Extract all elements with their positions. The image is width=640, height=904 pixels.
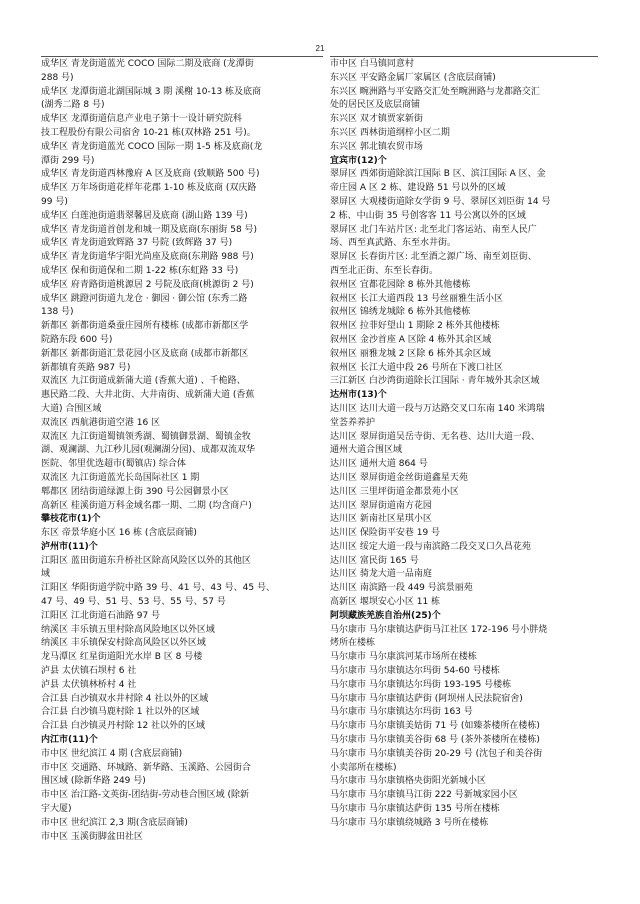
text-line: 47 号、49 号、51 号、53 号、55 号、57 号 bbox=[41, 597, 226, 608]
text-line: 院路东段 600 号) bbox=[41, 334, 113, 345]
text-line: 场、西至真武路、东至水井街。 bbox=[330, 238, 457, 249]
text-line: 叙州区 丽雅龙城 2 区除 6 栋外其余区域 bbox=[330, 348, 491, 359]
text-line: 东区 帝景华庭小区 16 栋 (含底层商铺) bbox=[41, 528, 197, 539]
text-line: 达川区 保险街平安巷 19 号 bbox=[330, 528, 441, 539]
left-column bbox=[41, 58, 323, 844]
text-line: 翠屏区 大观楼街道除女学街 9 号、翠屏区刘臣街 14 号 bbox=[330, 196, 551, 207]
text-line: 处的居民区及底层商铺 bbox=[330, 100, 421, 111]
text-line: 市中区 白马镇同意村 bbox=[330, 59, 414, 69]
text-line: 成华区 白莲池街道翡翠馨居及底商 (湖山路 139 号) bbox=[41, 210, 248, 221]
text-line: 高新区 堰坝安心小区 11 栋 bbox=[330, 597, 441, 608]
text-line: 新都镇育英路 987 号) bbox=[41, 362, 131, 373]
text-line: 市中区 交通路、环城路、新华路、玉溪路、公园街合 bbox=[41, 762, 251, 773]
text-line: 叙州区 拉菲好望山 1 期除 2 栋外其他楼栋 bbox=[330, 321, 500, 332]
text-line: 纳溪区 丰乐镇五里村除高风险地区以外区域 bbox=[41, 624, 215, 635]
section-heading: 阿坝藏族羌族自治州(25)个 bbox=[330, 610, 441, 621]
text-line: 江阳区 华阳街道学院中路 39 号、41 号、43 号、45 号、 bbox=[41, 583, 275, 594]
text-line: 东兴区 平安路金属厂家属区 (含底层商铺) bbox=[330, 72, 496, 83]
text-line: 通州大道合围区域 bbox=[330, 445, 403, 456]
text-line: 叙州区 金沙首座 A 区除 4 栋外其余区域 bbox=[330, 334, 492, 345]
text-line: 新都区 新都街道桑蚕庄园所有楼栋 (成都市新都区学 bbox=[41, 321, 249, 332]
text-line: 成华区 青龙街道致辉路 37 号院 (致辉路 37 号) bbox=[41, 238, 233, 249]
text-line: 马尔康市 马尔康镇达尔玛街 54-60 号楼栋 bbox=[330, 666, 500, 677]
text-line: 医院、邻里优选超市(蜀镇店) 综合体 bbox=[41, 459, 186, 470]
text-line: 成华区 保和街道保和二期 1-22 栋(东虹路 33 号) bbox=[41, 265, 239, 276]
text-line: 达川区 骑龙大道一品南庭 bbox=[330, 569, 432, 580]
header-rule-right bbox=[330, 56, 598, 57]
text-line: 东兴区 西林街道纲梓小区二期 bbox=[330, 127, 450, 138]
section-heading: 泸州市(11)个 bbox=[41, 541, 98, 552]
text-line: 双流区 西航港街道空港 16 区 bbox=[41, 417, 161, 428]
text-line: 市中区 世纪滨江 4 期 (含底层商铺) bbox=[41, 748, 183, 759]
text-line: 达川区 新南社区星琪小区 bbox=[330, 514, 432, 525]
section-heading: 达州市(13)个 bbox=[330, 390, 387, 401]
text-line: 达川区 达川大道一段与万达路交叉口东南 140 米鸿瑞 bbox=[330, 403, 545, 414]
text-line: 合江县 白沙镇马鹿村除 1 社以外的区域 bbox=[41, 707, 200, 718]
text-line: 大道) 合围区域 bbox=[41, 403, 102, 414]
text-line: 泸县 太伏镇林桥村 4 社 bbox=[41, 679, 137, 690]
text-line: 叙州区 锦绣龙城除 6 栋外其他楼栋 bbox=[330, 307, 471, 318]
text-line: 双流区 九江街道蜀镇领秀湖、蜀镇御景湖、蜀镇金牧 bbox=[41, 431, 251, 442]
text-line: 成华区 青龙街道蓝光 COCO 国际一期 1-5 栋及底商(龙 bbox=[41, 141, 263, 152]
text-line: 市中区 治江路-文英街-团结街-劳动巷合围区域 (除新 bbox=[41, 790, 249, 801]
text-line: 2 栋、中山街 35 号创客客 11 号公寓以外的区域 bbox=[330, 210, 526, 221]
text-line: 达川区 翠屏街道南方花园 bbox=[330, 500, 432, 511]
text-line: 湖、观澜湖、九江秒儿园(观澜湖分园)、成都双流双华 bbox=[41, 445, 256, 456]
text-line: 泸县 太伏镇石坝村 6 社 bbox=[41, 666, 137, 677]
text-line: 潭街 299 号) bbox=[41, 155, 95, 166]
text-line: 叙州区 长江大道西段 13 号丝丽雅生活小区 bbox=[330, 293, 504, 304]
text-line: 达川区 绥定大道一段与南滨路二段交叉口久昌花苑 bbox=[330, 541, 531, 552]
text-line: 帝庄园 A 区 2 栋、建设路 51 号以外的区域 bbox=[330, 183, 506, 194]
text-line: 达川区 翠屏街道吴岳寺街、无名巷、达川大道一段、 bbox=[330, 431, 540, 442]
text-line: 宇大厦) bbox=[41, 804, 72, 815]
text-line: 惠民路二段、大井北街、大井南街、成新蒲大道 (香蕉 bbox=[41, 390, 255, 401]
text-line: 技工程股份有限公司宿舍 10-21 栋(双林路 251 号)。 bbox=[41, 127, 256, 138]
text-line: 288 号) bbox=[41, 72, 74, 83]
text-line: 叙州区 长江大道中段 26 号所在下渡口社区 bbox=[330, 362, 504, 373]
text-line: 马尔康市 马尔康镇美谷街 20-29 号 (沈包子和美谷街 bbox=[330, 748, 543, 759]
text-line: 市中区 世纪滨江 2,3 期(含底层商铺) bbox=[41, 817, 188, 828]
text-line: 域 bbox=[41, 569, 51, 580]
text-line: 新都区 新都街道汇景花园小区及底商 (成都市新都区 bbox=[41, 348, 249, 359]
right-column bbox=[330, 58, 598, 831]
text-line: 成华区 跳蹬河街道九龙仓 · 御园 · 御公馆 (东秀二路 bbox=[41, 293, 248, 304]
text-line: 江阳区 蓝田街道东升桥社区除高风险区以外的其他区 bbox=[41, 555, 251, 566]
text-line: 郫都区 团结街道绿源上街 390 号公园御景小区 bbox=[41, 486, 229, 497]
text-line: 成华区 青龙街道西林豫府 A 区及底商 (致顺路 500 号) bbox=[41, 169, 260, 180]
text-line: 达川区 富民街 165 号 bbox=[330, 555, 419, 566]
text-line: 成华区 青龙街道华宇阳光尚座及底商(东荆路 988 号) bbox=[41, 252, 254, 263]
text-line: 翠屏区 西郊街道除滨江国际 B 区、滨江国际 A 区、金 bbox=[330, 169, 546, 180]
text-line: 东兴区 双才镇贾家新街 bbox=[330, 114, 423, 125]
text-line: 西至北正街、东至长春街。 bbox=[330, 265, 439, 276]
page-number: 21 bbox=[315, 44, 325, 53]
text-line: 马尔康市 马尔康镇美姑街 71 号 (如臻茶楼所在楼栋) bbox=[330, 721, 540, 732]
text-line: 达川区 通州大道 864 号 bbox=[330, 459, 428, 470]
text-line: 围区域 (除新华路 249 号) bbox=[41, 776, 146, 787]
text-line: 双流区 九江街道成新蒲大道 (香蕉大道) 、千桅路、 bbox=[41, 376, 246, 387]
text-line: 马尔康市 马尔康镇达萨街马江社区 172-196 号小胖烧 bbox=[330, 624, 548, 635]
text-line: 高新区 桂溪街道万科金域名郡一期、二期 (均含商户) bbox=[41, 500, 252, 511]
text-line: 马尔康市 马尔康滨河某市场所在楼栋 bbox=[330, 652, 477, 663]
section-heading: 宜宾市(12)个 bbox=[330, 155, 387, 166]
header-rule-left bbox=[41, 56, 323, 57]
text-line: 成华区 青龙街道蓝光 COCO 国际二期及底商 (龙潭街 bbox=[41, 59, 254, 69]
text-line: 马尔康市 马尔康镇马江街 222 号新城家园小区 bbox=[330, 790, 518, 801]
section-heading: 攀枝花市(1)个 bbox=[41, 514, 101, 525]
text-line: 138 号) bbox=[41, 307, 74, 318]
section-heading: 内江市(11)个 bbox=[41, 735, 98, 746]
text-line: 龙马潭区 红星街道阳光水岸 B 区 8 号楼 bbox=[41, 652, 203, 663]
text-line: 叙州区 宜都花园除 8 栋外其他楼栋 bbox=[330, 279, 471, 290]
text-line: 马尔康市 马尔康镇达尔玛街 163 号 bbox=[330, 707, 473, 718]
text-line: 东兴区 郭北镇农贸市场 bbox=[330, 141, 423, 152]
text-line: 成华区 青龙街道首创龙和城一期及底商(东丽街 58 号) bbox=[41, 224, 258, 235]
text-line: 马尔康市 马尔康镇达萨街 (阿坝州人民法院宿舍) bbox=[330, 693, 523, 704]
text-line: 市中区 玉溪街脚盆田社区 bbox=[41, 831, 143, 842]
text-line: 烤所在楼栋 bbox=[330, 638, 376, 649]
text-line: 达川区 三里坪街道金都景苑小区 bbox=[330, 486, 459, 497]
text-line: 双流区 九江街道蓝光长岛国际社区 1 期 bbox=[41, 472, 200, 483]
text-line: 马尔康市 马尔康镇达萨街 135 号所在楼栋 bbox=[330, 804, 500, 815]
text-line: 成华区 府青路街道桃源居 2 号院及底商(桃源街 2 号) bbox=[41, 279, 254, 290]
text-line: 马尔康市 马尔康镇达尔玛街 193-195 号楼栋 bbox=[330, 679, 512, 690]
text-line: 达川区 南滨路一段 449 号滨景丽苑 bbox=[330, 583, 473, 594]
text-line: 成华区 龙潭街道北湖国际城 3 期 溪榭 10-13 栋及底商 bbox=[41, 86, 262, 97]
text-line: 99 号) bbox=[41, 196, 68, 207]
text-line: 东兴区 畹洲路与平安路交汇处至畹洲路与龙都路交汇 bbox=[330, 86, 540, 97]
text-line: 成华区 龙潭街道信息产业电子第十一设计研究院科 bbox=[41, 114, 242, 125]
text-line: 马尔康市 马尔康镇美谷街 68 号 (茶外茶楼所在楼栋) bbox=[330, 735, 540, 746]
text-line: 小卖部所在楼栋) bbox=[330, 762, 397, 773]
text-line: 成华区 万年场街道花样年花郡 1-10 栋及底商 (双庆路 bbox=[41, 183, 257, 194]
text-line: 合江县 白沙镇双水井村除 4 社以外的区域 bbox=[41, 693, 209, 704]
text-line: 堂荟养养护 bbox=[330, 417, 376, 428]
text-line: 马尔康市 马尔康镇格央街阳光新城小区 bbox=[330, 776, 486, 787]
text-line: 三江新区 白沙湾街道除长江国际 · 青年城外其余区域 bbox=[330, 376, 540, 387]
text-line: 合江县 白沙镇灵丹村除 12 社以外的区域 bbox=[41, 721, 206, 732]
text-line: 纳溪区 丰乐镇保安村除高风险区以外区域 bbox=[41, 638, 206, 649]
text-line: 江阳区 江北街道石油路 97 号 bbox=[41, 610, 161, 621]
text-line: 达川区 翠屏街道金丝街道鑫星天苑 bbox=[330, 472, 468, 483]
text-line: 马尔康市 马尔康镇绕城路 3 号所在楼栋 bbox=[330, 817, 489, 828]
text-line: (湖秀二路 8 号) bbox=[41, 100, 105, 111]
text-line: 翠屏区 北门车站片区: 北至北门客运站、南至人民广 bbox=[330, 224, 537, 235]
text-line: 翠屏区 长春街片区: 北至酒之源广场、南至刘臣街、 bbox=[330, 252, 537, 263]
